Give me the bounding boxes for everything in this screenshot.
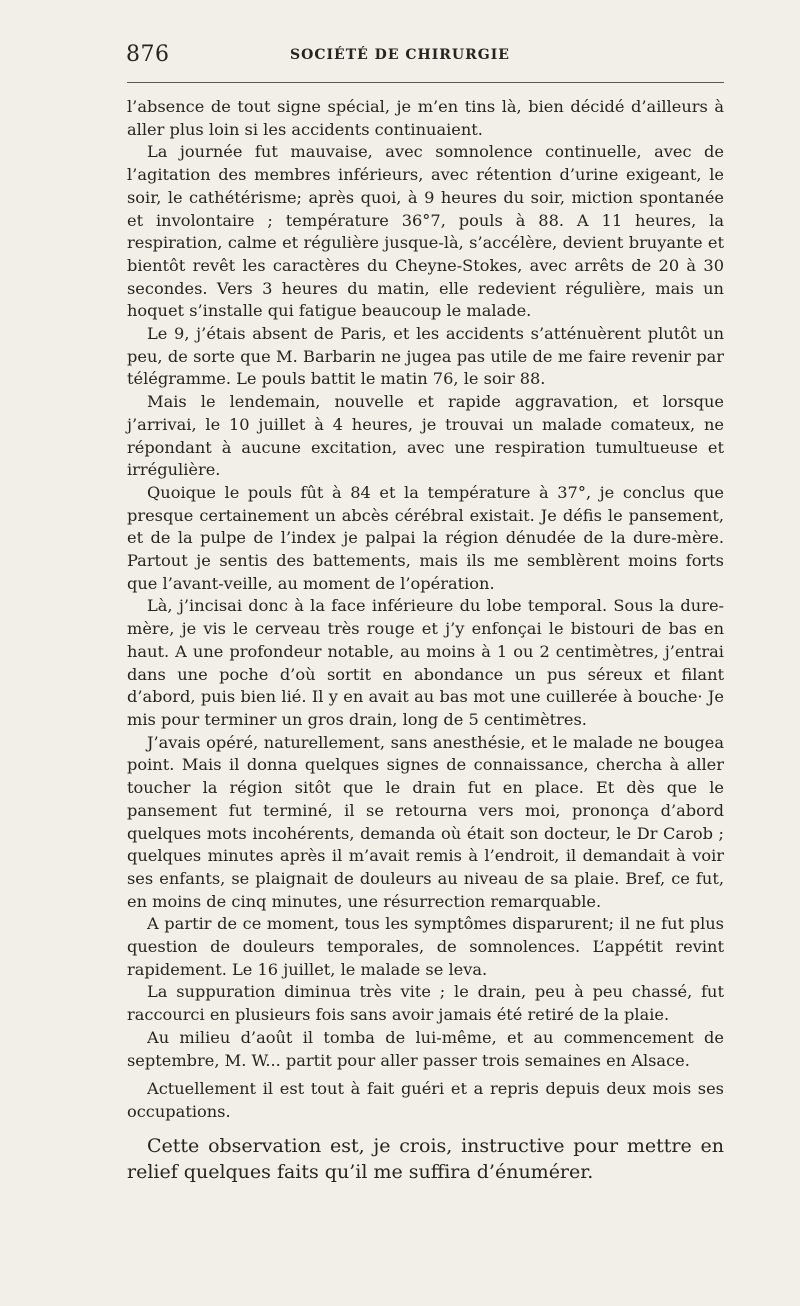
running-title: SOCIÉTÉ DE CHIRURGIE — [290, 47, 510, 63]
page-number: 876 — [126, 42, 170, 67]
body-text — [127, 96, 724, 1124]
paragraph: Quoique le pouls fût à 84 et la température à 37°, je conclus que presque certainement un abcès cérébral existait. Je défis le pansement, et de la pulpe de l’index je palpai la région dénudée de la dure-mère. Partout je sentis des battements, mais ils me semblèrent moins forts que l’avant-veille, au moment de l’opération. — [127, 482, 724, 593]
paragraph: Là, j’incisai donc à la face inférieure du lobe temporal. Sous la dure-mère, je vis le cerveau très rouge et j’y enfonçai le bistouri de bas en haut. A une profondeur notable, au moins à 1 ou 2 centimètres, j’entrai dans une poche d’où sortit en abondance un pus séreux et filant d’abord, puis bien lié. Il y en avait au bas mot une cuillerée à bouche· Je mis pour terminer un gros drain, long de 5 centimètres. — [127, 596, 724, 729]
paragraph: A partir de ce moment, tous les symptômes disparurent; il ne fut plus question de douleurs temporales, de somnolences. L’appétit revint rapidement. Le 16 juillet, le malade se leva. — [127, 914, 724, 979]
paragraph: Le 9, j’étais absent de Paris, et les accidents s’atténuèrent plutôt un peu, de sorte que M. Barbarin ne jugea pas utile de me faire revenir par télégramme. Le pouls battit le matin 76, le soir 88. — [127, 324, 724, 389]
paragraph: Actuellement il est tout à fait guéri et a repris depuis deux mois ses occupations. — [127, 1079, 724, 1121]
paragraph: Mais le lendemain, nouvelle et rapide aggravation, et lorsque j’arrivai, le 10 juillet à 4 heures, je trouvai un malade comateux, ne répondant à aucune excitation, avec une respiration tumultueuse et irrégulière. — [127, 392, 724, 480]
paragraph: La journée fut mauvaise, avec somnolence continuelle, avec de l’agitation des membres inférieurs, avec rétention d’urine exigeant, le soir, le cathétérisme; après quoi, à 9 heures du soir, miction spontanée et involontaire ; température 36°7, pouls à 88. A 11 heures, la respiration, calme et régulière jusque-là, s’accélère, devient bruyante et bientôt revêt les caractères du Cheyne-Stokes, avec arrêts de 20 à 30 secondes. Vers 3 heures du matin, elle redevient régulière, mais un hoquet s’installe qui fatigue beaucoup le malade. — [127, 142, 724, 321]
paragraph: La suppuration diminua très vite ; le drain, peu à peu chassé, fut raccourci en plusieurs fois sans avoir jamais été retiré de la plaie. — [127, 982, 724, 1025]
closing-paragraph: Cette observation est, je crois, instructive pour mettre en relief quelques faits qu’il me suffira d’énumérer. — [127, 1135, 724, 1183]
paragraph: l’absence de tout signe spécial, je m’en tins là, bien décidé d’ailleurs à aller plus loin si les accidents continuaient. — [127, 97, 724, 139]
paragraph: Au milieu d’août il tomba de lui-même, et au commencement de septembre, M. W... partit pour aller passer trois semaines en Alsace. — [127, 1027, 724, 1070]
paragraph: J’avais opéré, naturellement, sans anesthésie, et le malade ne bougea point. Mais il donna quelques signes de connaissance, chercha à aller toucher la région sitôt que le drain fut en place. Et dès que le pansement fut terminé, il se retourna vers moi, prononça d’abord quelques mots incohérents, demanda où était son docteur, le Dr Carob ; quelques minutes après il m’avait remis à l’endroit, il demandait à voir ses enfants, se plaignait de douleurs au niveau de sa plaie. Bref, ce fut, en moins de cinq minutes, une résurrection remarquable. — [127, 732, 724, 911]
header-rule — [127, 82, 724, 83]
